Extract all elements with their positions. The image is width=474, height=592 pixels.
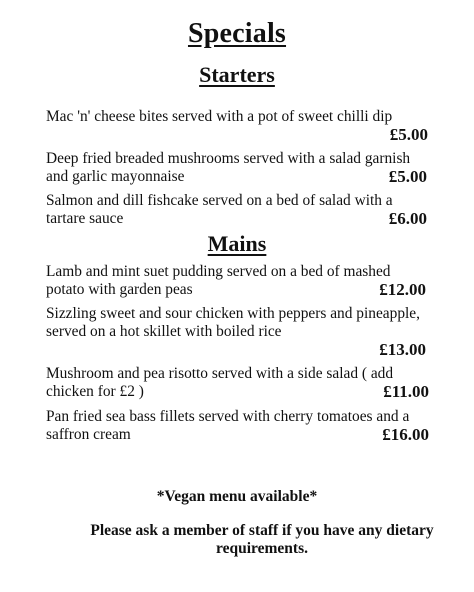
menu-item-description: Deep fried breaded mushrooms served with a salad garnish and garlic mayonnaise xyxy=(46,150,411,185)
menu-item-description: Mushroom and pea risotto served with a side salad ( add chicken for £2 ) xyxy=(46,365,394,400)
menu-item-price: £6.00 xyxy=(388,209,427,228)
menu-item-price: £5.00 xyxy=(388,167,427,186)
menu-item-price: £13.00 xyxy=(379,340,426,359)
menu-item xyxy=(46,192,427,228)
menu-item-description: Mac 'n' cheese bites served with a pot of sweet chilli dip xyxy=(46,108,393,125)
menu-item xyxy=(46,150,427,186)
menu-item-price: £11.00 xyxy=(383,382,429,401)
vegan-menu-note: *Vegan menu available* xyxy=(156,488,318,505)
menu-item xyxy=(46,305,426,359)
menu-item-price: £16.00 xyxy=(382,425,429,444)
menu-item-description: Salmon and dill fishcake served on a bed of salad with a tartare sauce xyxy=(46,192,393,227)
section-heading-starters: Starters xyxy=(199,62,275,87)
menu-item xyxy=(46,408,429,444)
menu-item-price: £12.00 xyxy=(379,280,426,299)
dietary-requirements-note: Please ask a member of staff if you have any dietary requirements. xyxy=(90,522,434,557)
menu-item-description: Sizzling sweet and sour chicken with peppers and pineapple, served on a hot skillet with boiled rice xyxy=(46,305,420,340)
menu-item-description: Lamb and mint suet pudding served on a bed of mashed potato with garden peas xyxy=(46,263,391,298)
menu-item xyxy=(46,365,429,401)
menu-item-price: £5.00 xyxy=(389,125,428,144)
page-title: Specials xyxy=(187,18,287,49)
menu-item xyxy=(46,263,426,299)
section-heading-mains: Mains xyxy=(207,231,267,256)
menu-item-description: Pan fried sea bass fillets served with cherry tomatoes and a saffron cream xyxy=(46,408,410,443)
menu-item xyxy=(46,108,428,144)
